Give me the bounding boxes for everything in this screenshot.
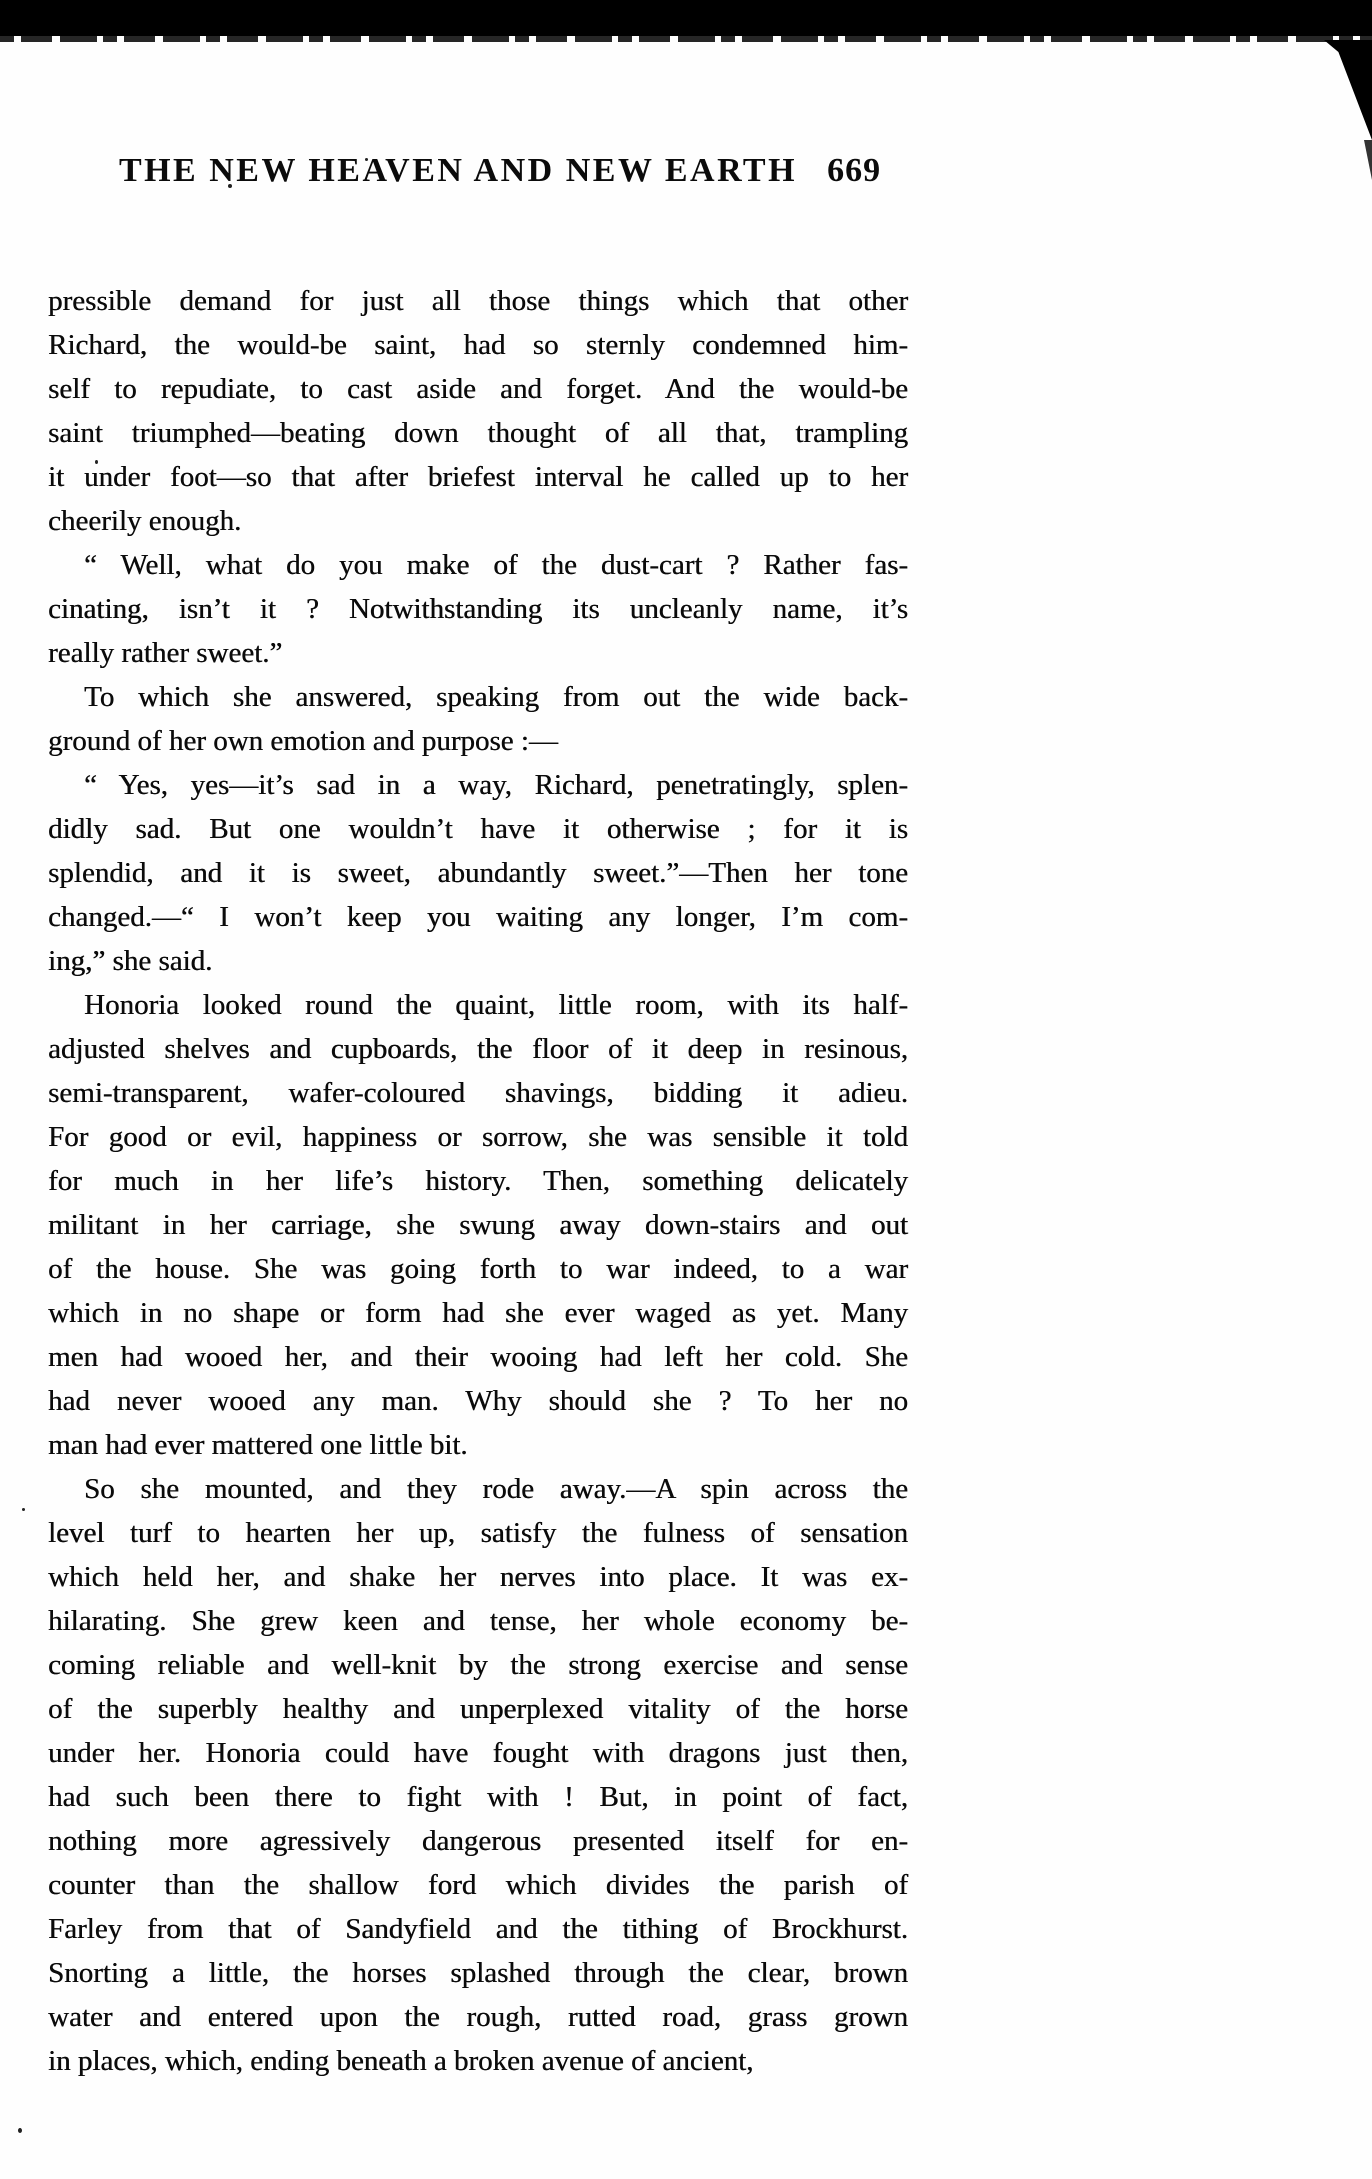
scan-speckle xyxy=(22,1508,25,1511)
running-head xyxy=(60,152,940,190)
text-line: level turf to hearten her up, satisfy the fulness of sensation xyxy=(48,1517,908,1549)
text-line: “ Yes, yes—it’s sad in a way, Richard, penetratingly, splen- xyxy=(84,769,908,801)
text-line: “ Well, what do you make of the dust-cart ? Rather fas- xyxy=(84,549,908,581)
text-line: coming reliable and well-knit by the strong exercise and sense xyxy=(48,1649,908,1681)
text-line: saint triumphed—beating down thought of all that, trampling xyxy=(48,417,908,449)
text-line: To which she answered, speaking from out the wide back- xyxy=(84,681,908,713)
text-line: So she mounted, and they rode away.—A spin across the xyxy=(84,1473,908,1505)
text-line: which held her, and shake her nerves into place. It was ex- xyxy=(48,1561,908,1593)
text-line: in places, which, ending beneath a broken avenue of ancient, xyxy=(48,2045,754,2077)
page-body xyxy=(48,279,908,2083)
text-line: self to repudiate, to cast aside and forget. And the would-be xyxy=(48,373,908,405)
text-line: water and entered upon the rough, rutted road, grass grown xyxy=(48,2001,908,2033)
text-line: had such been there to fight with ! But, in point of fact, xyxy=(48,1781,908,1813)
page-title: THE NEW HEAVEN AND NEW EARTH xyxy=(118,152,798,189)
text-line: didly sad. But one wouldn’t have it otherwise ; for it is xyxy=(48,813,908,845)
page-number: 669 xyxy=(827,152,882,189)
text-line: counter than the shallow ford which divides the parish of xyxy=(48,1869,908,1901)
text-line: it under foot—so that after briefest interval he called up to her xyxy=(48,461,908,493)
text-line: nothing more agressively dangerous presented itself for en- xyxy=(48,1825,908,1857)
text-line: ground of her own emotion and purpose :— xyxy=(48,725,558,757)
scan-edge-bar xyxy=(0,0,1372,36)
text-line: had never wooed any man. Why should she ? To her no xyxy=(48,1385,908,1417)
text-line: Snorting a little, the horses splashed through the clear, brown xyxy=(48,1957,908,1989)
text-line: men had wooed her, and their wooing had left her cold. She xyxy=(48,1341,908,1373)
page-corner-artifact xyxy=(1324,40,1372,140)
text-line: Farley from that of Sandyfield and the tithing of Brockhurst. xyxy=(48,1913,908,1945)
text-line: adjusted shelves and cupboards, the floor of it deep in resinous, xyxy=(48,1033,908,1065)
text-line: really rather sweet.” xyxy=(48,637,283,669)
text-line: for much in her life’s history. Then, something delicately xyxy=(48,1165,908,1197)
page-corner-fleck xyxy=(1362,140,1372,180)
text-line: Richard, the would-be saint, had so sternly condemned him- xyxy=(48,329,908,361)
text-line: ing,” she said. xyxy=(48,945,213,977)
scan-edge-bar-fray xyxy=(0,36,1372,42)
text-line: which in no shape or form had she ever waged as yet. Many xyxy=(48,1297,908,1329)
text-line: under her. Honoria could have fought with dragons just then, xyxy=(48,1737,908,1769)
text-line: militant in her carriage, she swung away down-stairs and out xyxy=(48,1209,908,1241)
text-line: of the superbly healthy and unperplexed vitality of the horse xyxy=(48,1693,908,1725)
text-line: Honoria looked round the quaint, little room, with its half- xyxy=(84,989,908,1021)
text-line: cinating, isn’t it ? Notwithstanding its uncleanly name, it’s xyxy=(48,593,908,625)
text-line: semi-transparent, wafer-coloured shavings, bidding it adieu. xyxy=(48,1077,908,1109)
text-line: of the house. She was going forth to war indeed, to a war xyxy=(48,1253,908,1285)
text-line: For good or evil, happiness or sorrow, she was sensible it told xyxy=(48,1121,908,1153)
text-line: splendid, and it is sweet, abundantly sweet.”—Then her tone xyxy=(48,857,908,889)
text-line: changed.—“ I won’t keep you waiting any longer, I’m com- xyxy=(48,901,908,933)
text-line: pressible demand for just all those things which that other xyxy=(48,285,908,317)
scan-speckle xyxy=(18,2128,22,2133)
text-line: hilarating. She grew keen and tense, her whole economy be- xyxy=(48,1605,908,1637)
text-line: man had ever mattered one little bit. xyxy=(48,1429,468,1461)
text-line: cheerily enough. xyxy=(48,505,242,537)
